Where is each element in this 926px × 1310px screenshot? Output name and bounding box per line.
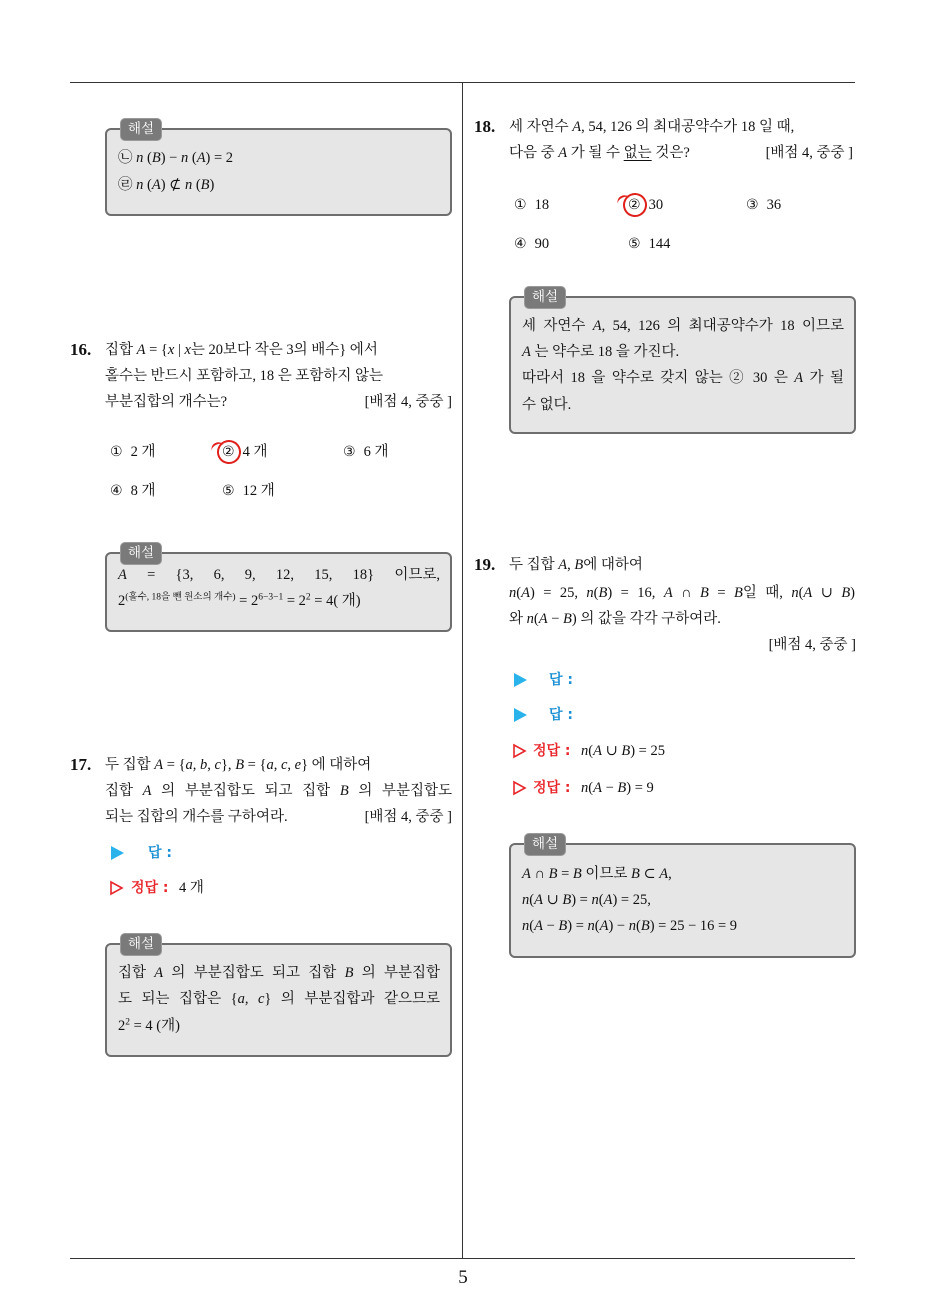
math-variable: A — [521, 585, 530, 601]
math-variable: x — [167, 342, 175, 358]
text-segment: = 2 — [283, 593, 306, 609]
problem-number: 16. — [70, 340, 92, 359]
text-segment: 는 20보다 작은 3의 배수} 에서 — [190, 342, 378, 358]
explanation-line — [118, 1016, 180, 1036]
text-segment: ) = 25, — [612, 892, 651, 908]
math-variable: B — [841, 585, 851, 601]
text-segment: ( — [588, 743, 594, 759]
choice-number: ② — [628, 195, 641, 215]
answer-label: 답 : — [148, 845, 172, 861]
math-variable: A — [599, 918, 609, 934]
explanation-line — [522, 395, 571, 415]
answer-label: 답 : — [549, 672, 573, 688]
choice-5 — [628, 234, 670, 254]
math-variable: A — [803, 585, 813, 601]
text-segment: 수 없다. — [522, 397, 572, 413]
score-label: [배점 4, 중중 ] — [765, 145, 853, 161]
problem-number: 17. — [70, 755, 92, 774]
question-line — [105, 366, 383, 386]
text-segment: ) = — [567, 918, 588, 934]
math-variable: n — [184, 177, 193, 193]
text-segment: , — [192, 757, 201, 773]
math-variable: B — [617, 780, 627, 796]
question-line — [509, 117, 794, 137]
text-segment: 집합 — [118, 965, 155, 981]
explanation-line — [522, 864, 672, 884]
answer-triangle-icon — [514, 673, 527, 687]
text-segment: ( — [594, 918, 600, 934]
choice-5 — [222, 481, 275, 501]
correct-answer-label: 정답 : — [131, 880, 169, 896]
text-segment: = { — [244, 757, 267, 773]
choice-value: 4 개 — [242, 444, 268, 460]
math-variable: B — [621, 743, 631, 759]
explanation-line — [522, 890, 651, 910]
text-segment: ㉣ — [118, 177, 137, 193]
text-segment: ) = — [571, 892, 592, 908]
choice-value: 12 개 — [242, 483, 275, 499]
answer-mark-circle — [213, 436, 245, 468]
text-segment: , 54, 126 의 최대공약수가 18 이므로 — [601, 318, 844, 334]
text-segment: ( — [192, 177, 201, 193]
text-segment: 4 개 — [179, 880, 204, 896]
math-variable: B — [572, 866, 582, 882]
choice-1 — [514, 195, 549, 215]
text-segment: = — [708, 585, 734, 601]
math-variable: B — [562, 892, 572, 908]
text-segment: , — [244, 991, 258, 1007]
text-segment: ( — [529, 892, 535, 908]
text-segment: ∪ — [542, 892, 563, 908]
correct-triangle-icon — [110, 881, 123, 895]
page-number: 5 — [458, 1267, 468, 1288]
math-variable: A — [572, 119, 582, 135]
math-variable: b — [200, 757, 208, 773]
math-variable: A — [534, 892, 543, 908]
text-segment: 집합 — [105, 342, 137, 358]
question-line — [509, 143, 690, 163]
text-segment: 의 부분집합 — [353, 965, 441, 981]
choice-value: 144 — [648, 236, 671, 252]
math-variable: A — [603, 892, 613, 908]
text-segment: = — [557, 866, 573, 882]
choice-number: ④ — [110, 483, 123, 499]
text-segment: , — [273, 757, 281, 773]
math-variable: B — [151, 150, 161, 166]
text-segment: ) − — [160, 150, 181, 166]
math-variable: a — [237, 991, 245, 1007]
text-segment: 가 될 수 — [567, 145, 624, 161]
math-variable: n — [581, 780, 589, 796]
math-variable: B — [631, 866, 640, 882]
math-variable: c — [257, 991, 265, 1007]
choice-4 — [110, 481, 155, 501]
math-variable: n — [581, 743, 589, 759]
math-variable: c — [214, 757, 221, 773]
math-variable: n — [509, 585, 517, 601]
choice-value: 6 개 — [363, 444, 389, 460]
math-variable: n — [136, 177, 144, 193]
explanation-line — [522, 342, 679, 362]
math-variable: n — [628, 918, 636, 934]
text-segment: 의 부분집합도 — [348, 783, 453, 799]
text-segment: ) — [850, 585, 856, 601]
correct-triangle-icon — [513, 781, 526, 795]
text-segment: 홀수는 반드시 포함하고, 18 은 포함하지 않는 — [105, 368, 383, 384]
text-segment: ( — [516, 585, 522, 601]
choice-1 — [110, 442, 155, 462]
text-segment: 는 약수로 18 을 가진다. — [530, 344, 680, 360]
text-segment: ∪ — [812, 585, 842, 601]
text-segment: 세 자연수 — [509, 119, 573, 135]
math-variable: B — [558, 918, 568, 934]
text-segment: ) = 25 − 16 = 9 — [649, 918, 738, 934]
superscript: (홀수, 18을 뺀 원소의 개수) — [125, 592, 236, 603]
text-segment: ∩ — [672, 585, 701, 601]
text-segment: ) − — [608, 918, 629, 934]
explanation-line — [522, 316, 844, 336]
correct-answer-value — [179, 878, 204, 898]
math-variable: A — [142, 783, 152, 799]
answer-triangle-icon — [111, 846, 124, 860]
math-variable: B — [344, 965, 354, 981]
math-variable: A — [522, 866, 531, 882]
math-variable: A — [593, 743, 602, 759]
score-label: [배점 4, 중중 ] — [364, 394, 452, 410]
choice-value: 30 — [648, 197, 664, 213]
choice-value: 8 개 — [130, 483, 156, 499]
text-segment: ( — [188, 150, 197, 166]
problem-number: 18. — [474, 117, 496, 136]
text-segment: , — [287, 757, 295, 773]
explanation-tag: 해설 — [120, 542, 162, 565]
text-segment: 가 될 — [803, 370, 844, 386]
explanation-line — [118, 963, 440, 983]
answer-label: 답 : — [549, 707, 573, 723]
explanation-line — [118, 148, 233, 168]
math-variable: c — [280, 757, 288, 773]
text-segment: ( — [143, 177, 152, 193]
text-segment: = 2 — [235, 593, 259, 609]
explanation-line — [118, 565, 440, 585]
text-segment: ) = 25, — [529, 585, 587, 601]
math-variable: n — [591, 892, 599, 908]
math-variable: A — [663, 585, 673, 601]
correct-answer-value — [581, 778, 654, 798]
math-variable: n — [526, 611, 534, 627]
question-line — [105, 392, 227, 412]
question-line — [509, 583, 855, 603]
text-segment: 것은? — [651, 145, 690, 161]
text-segment: 집합 — [105, 783, 143, 799]
score-label: [배점 4, 중중 ] — [768, 637, 856, 653]
text-segment: }, — [220, 757, 236, 773]
text-segment: 부분집합의 개수는? — [105, 394, 228, 410]
text-segment: , — [207, 757, 215, 773]
math-variable: B — [733, 585, 743, 601]
superscript: 2 — [305, 592, 311, 603]
math-variable: A — [592, 318, 602, 334]
text-segment: = 4 (개) — [130, 1018, 180, 1034]
text-segment: ( — [533, 611, 539, 627]
math-variable: B — [563, 611, 572, 627]
choice-number: ② — [222, 442, 235, 462]
choice-number: ① — [110, 444, 123, 460]
math-variable: A — [794, 370, 804, 386]
math-variable: a — [266, 757, 274, 773]
question-line — [105, 340, 378, 360]
text-segment: ( — [529, 918, 535, 934]
math-variable: n — [522, 918, 530, 934]
math-variable: B — [700, 585, 709, 601]
text-segment: } 의 부분집합과 같으므로 — [264, 991, 440, 1007]
text-segment: = { — [163, 757, 186, 773]
explanation-box — [105, 128, 452, 216]
choice-value: 18 — [534, 197, 550, 213]
explanation-line — [522, 368, 844, 388]
math-variable: e — [294, 757, 302, 773]
text-segment: 에 대하여 — [583, 557, 643, 573]
choice-4 — [514, 234, 549, 254]
math-variable: B — [640, 918, 650, 934]
math-variable: B — [200, 177, 210, 193]
choice-number: ⑤ — [222, 483, 235, 499]
underlined-text: 없는 — [623, 145, 652, 161]
superscript: 6−3−1 — [258, 592, 284, 603]
answer-mark-circle — [619, 189, 651, 221]
text-segment: 다음 중 — [509, 145, 559, 161]
text-segment: 의 부분집합도 되고 집합 — [163, 965, 345, 981]
question-line — [105, 781, 452, 801]
text-segment: ㉡ — [118, 150, 137, 166]
text-segment: 세 자연수 — [522, 318, 593, 334]
superscript: 2 — [125, 1017, 130, 1028]
question-line — [105, 807, 288, 827]
text-segment: ( — [143, 150, 152, 166]
math-variable: A — [118, 567, 127, 583]
math-variable: n — [791, 585, 799, 601]
choice-number: ③ — [746, 197, 759, 213]
text-segment: 도 되는 집합은 { — [118, 991, 238, 1007]
correct-answer-label: 정답 : — [533, 743, 571, 759]
text-segment: ( — [635, 918, 641, 934]
math-variable: A — [534, 918, 543, 934]
text-segment: 일 때, — [742, 585, 792, 601]
text-segment: 의 부분집합도 되고 집합 — [151, 783, 340, 799]
text-segment: ⊂ — [639, 866, 660, 882]
math-variable: B — [235, 757, 245, 773]
text-segment: 따라서 18 을 약수로 갖지 않는 ② 30 은 — [522, 370, 795, 386]
explanation-tag: 해설 — [524, 286, 566, 309]
explanation-line — [522, 916, 737, 936]
explanation-tag: 해설 — [524, 833, 566, 856]
text-segment: ) — [209, 177, 215, 193]
text-segment: 이므로 — [581, 866, 632, 882]
answer-triangle-icon — [514, 708, 527, 722]
text-segment: | — [174, 342, 185, 358]
correct-answer-label: 정답 : — [533, 780, 571, 796]
math-variable: n — [180, 150, 189, 166]
math-variable: a — [185, 757, 193, 773]
math-variable: B — [548, 866, 558, 882]
text-segment: ( — [588, 780, 594, 796]
text-segment: ) = 25 — [630, 743, 665, 759]
math-variable: A — [196, 150, 206, 166]
math-variable: A — [593, 780, 602, 796]
text-segment: = { — [145, 342, 168, 358]
text-segment: 두 집합 — [509, 557, 559, 573]
text-segment: ) 의 값을 각각 구하여라. — [571, 611, 721, 627]
text-segment: } 에 대하여 — [301, 757, 372, 773]
choice-value: 36 — [766, 197, 782, 213]
choice-number: ③ — [343, 444, 356, 460]
choice-3 — [746, 195, 781, 215]
footer-rule — [70, 1258, 855, 1259]
math-variable: A — [659, 866, 669, 882]
math-variable: A — [558, 145, 568, 161]
text-segment: 2 — [118, 593, 126, 609]
question-line — [509, 555, 643, 575]
text-segment: − — [542, 918, 559, 934]
text-segment: − — [547, 611, 564, 627]
text-segment: 두 집합 — [105, 757, 155, 773]
math-variable: B — [339, 783, 349, 799]
math-variable: A — [154, 965, 164, 981]
choice-2 — [222, 442, 267, 462]
math-variable: n — [522, 892, 530, 908]
math-variable: A — [558, 557, 568, 573]
choice-number: ④ — [514, 236, 527, 252]
text-segment: ) = 9 — [626, 780, 654, 796]
text-segment: , 54, 126 의 최대공약수가 18 일 때, — [581, 119, 795, 135]
math-variable: n — [136, 150, 144, 166]
text-segment: ( — [593, 585, 599, 601]
math-variable: n — [587, 918, 595, 934]
text-segment: ( — [798, 585, 804, 601]
text-segment: 되는 집합의 개수를 구하여라. — [105, 809, 288, 825]
text-segment: ) ⊄ — [160, 177, 185, 193]
choice-number: ① — [514, 197, 527, 213]
text-segment: = 4( 개) — [310, 593, 361, 609]
column-divider — [462, 82, 463, 1258]
text-segment: ) = 16, — [607, 585, 664, 601]
question-line — [105, 755, 371, 775]
text-segment: , — [668, 866, 672, 882]
choice-2 — [628, 195, 663, 215]
math-variable: A — [522, 344, 531, 360]
text-segment: − — [601, 780, 618, 796]
correct-triangle-icon — [513, 744, 526, 758]
choice-3 — [343, 442, 388, 462]
correct-answer-value — [581, 741, 665, 761]
problem-number: 19. — [474, 555, 496, 574]
text-segment: ( — [598, 892, 604, 908]
explanation-line — [118, 175, 214, 195]
math-variable: x — [184, 342, 191, 358]
math-variable: A — [538, 611, 548, 627]
explanation-line — [118, 591, 361, 611]
explanation-tag: 해설 — [120, 933, 162, 956]
score-label: [배점 4, 중중 ] — [364, 809, 452, 825]
text-segment: 와 — [509, 611, 527, 627]
choice-value: 2 개 — [130, 444, 156, 460]
explanation-tag: 해설 — [120, 118, 162, 141]
text-segment: ) = 2 — [205, 150, 234, 166]
math-variable: n — [586, 585, 594, 601]
math-variable: A — [154, 757, 164, 773]
choice-number: ⑤ — [628, 236, 641, 252]
math-variable: A — [136, 342, 146, 358]
text-segment: 2 — [118, 1018, 126, 1034]
math-variable: A — [151, 177, 161, 193]
text-segment: ∪ — [601, 743, 622, 759]
choice-value: 90 — [534, 236, 550, 252]
explanation-line — [118, 989, 440, 1009]
text-segment: = {3, 6, 9, 12, 15, 18} 이므로, — [126, 567, 440, 583]
text-segment: , — [567, 557, 575, 573]
question-line — [509, 609, 721, 629]
math-variable: B — [574, 557, 584, 573]
math-variable: B — [598, 585, 608, 601]
text-segment: ∩ — [530, 866, 549, 882]
